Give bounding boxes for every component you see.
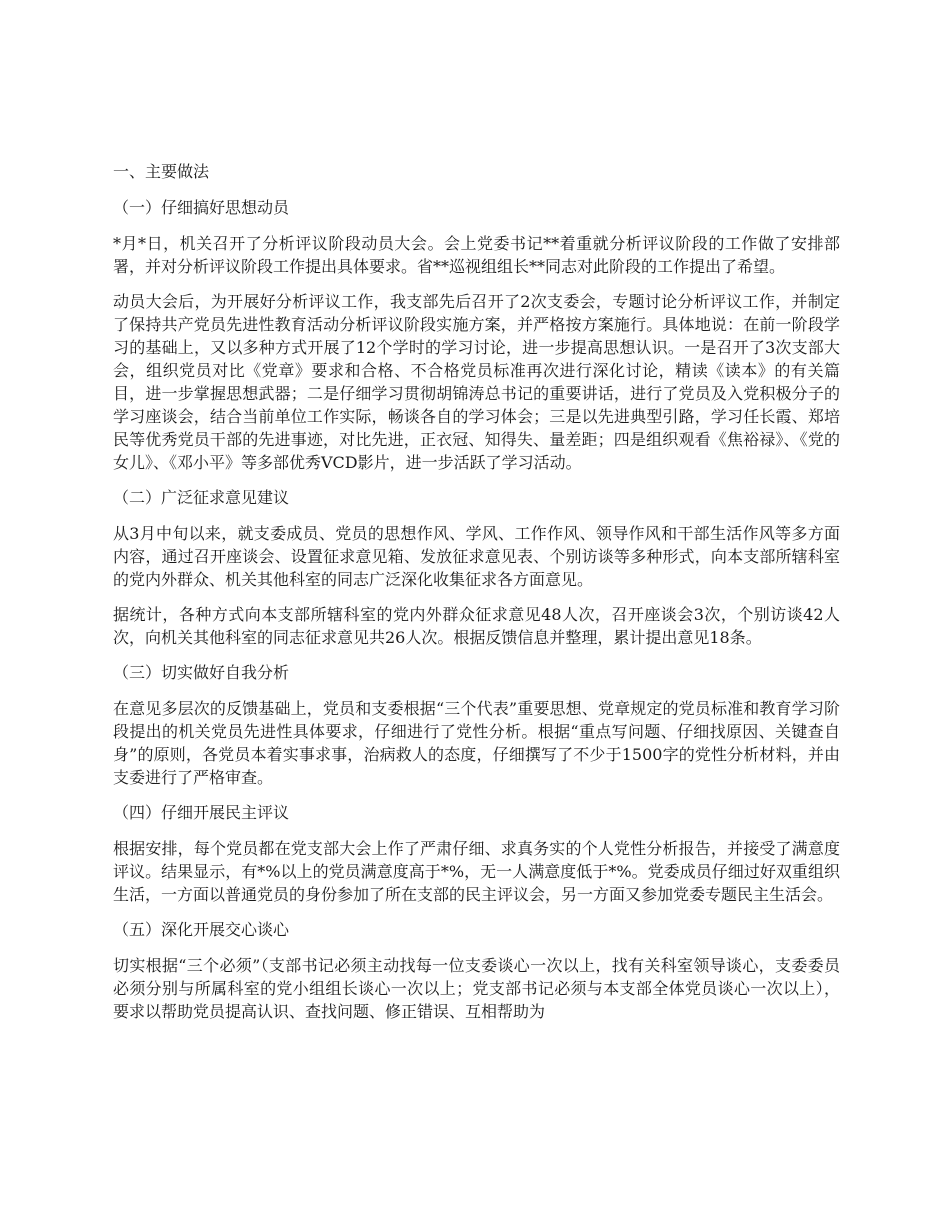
paragraph: *月*日，机关召开了分析评议阶段动员大会。会上党委书记**着重就分析评议阶段的工作做了安排部署，并对分析评议阶段工作提出具体要求。省**巡视组组长**同志对此阶段的工作提出了希望。 (113, 234, 840, 276)
document-body (113, 160, 840, 1035)
paragraph: 根据安排，每个党员都在党支部大会上作了严肃仔细、求真务实的个人党性分析报告，并接受了满意度评议。结果显示，有*%以上的党员满意度高于*%，无一人满意度低于*%。党委成员仔细过好双重组织生活，一方面以普通党员的身份参加了所在支部的民主评议会，另一方面又参加党委专题民主生活会。 (113, 839, 840, 904)
paragraph: 切实根据“三个必须”（支部书记必须主动找每一位支委谈心一次以上，找有关科室领导谈心，支委委员必须分别与所属科室的党小组组长谈心一次以上；党支部书记必须与本支部全体党员谈心一次以上），要求以帮助党员提高认识、查找问题、修正错误、互相帮助为 (113, 956, 840, 1021)
paragraph: 据统计，各种方式向本支部所辖科室的党内外群众征求意见48人次，召开座谈会3次，个别访谈42人次，向机关其他科室的同志征求意见共26人次。根据反馈信息并整理，累计提出意见18条。 (113, 605, 840, 647)
document-title: 一、主要做法 (113, 162, 210, 181)
section-heading-5: （五）深化开展交心谈心 (113, 920, 290, 939)
section-heading-2: （二）广泛征求意见建议 (113, 488, 290, 507)
paragraph: 从3月中旬以来，就支委成员、党员的思想作风、学风、工作作风、领导作风和干部生活作风等多方面内容，通过召开座谈会、设置征求意见箱、发放征求意见表、个别访谈等多种形式，向本支部所辖科室的党内外群众、机关其他科室的同志广泛深化收集征求各方面意见。 (113, 524, 840, 589)
paragraph: 在意见多层次的反馈基础上，党员和支委根据“三个代表”重要思想、党章规定的党员标准和教育学习阶段提出的机关党员先进性具体要求，仔细进行了党性分析。根据“重点写问题、仔细找原因、关键查自身”的原则，各党员本着实事求事，治病救人的态度，仔细撰写了不少于1500字的党性分析材料，并由支委进行了严格审查。 (113, 699, 840, 787)
section-heading-3: （三）切实做好自我分析 (113, 663, 290, 682)
section-heading-1: （一）仔细搞好思想动员 (113, 198, 290, 217)
section-heading-4: （四）仔细开展民主评议 (113, 803, 290, 822)
paragraph: 动员大会后，为开展好分析评议工作，我支部先后召开了2次支委会，专题讨论分析评议工作，并制定了保持共产党员先进性教育活动分析评议阶段实施方案，并严格按方案施行。具体地说：在前一阶段学习的基础上，又以多种方式开展了12个学时的学习讨论，进一步提高思想认识。一是召开了3次支部大会，组织党员对比《党章》要求和合格、不合格党员标准再次进行深化讨论，精读《读本》的有关篇目，进一步掌握思想武器；二是仔细学习贯彻胡锦涛总书记的重要讲话，进行了党员及入党积极分子的学习座谈会，结合当前单位工作实际，畅谈各自的学习体会；三是以先进典型引路，学习任长霞、郑培民等优秀党员干部的先进事迹，对比先进，正衣冠、知得失、量差距；四是组织观看《焦裕禄》、《党的女儿》、《邓小平》等多部优秀VCD影片，进一步活跃了学习活动。 (113, 292, 840, 472)
